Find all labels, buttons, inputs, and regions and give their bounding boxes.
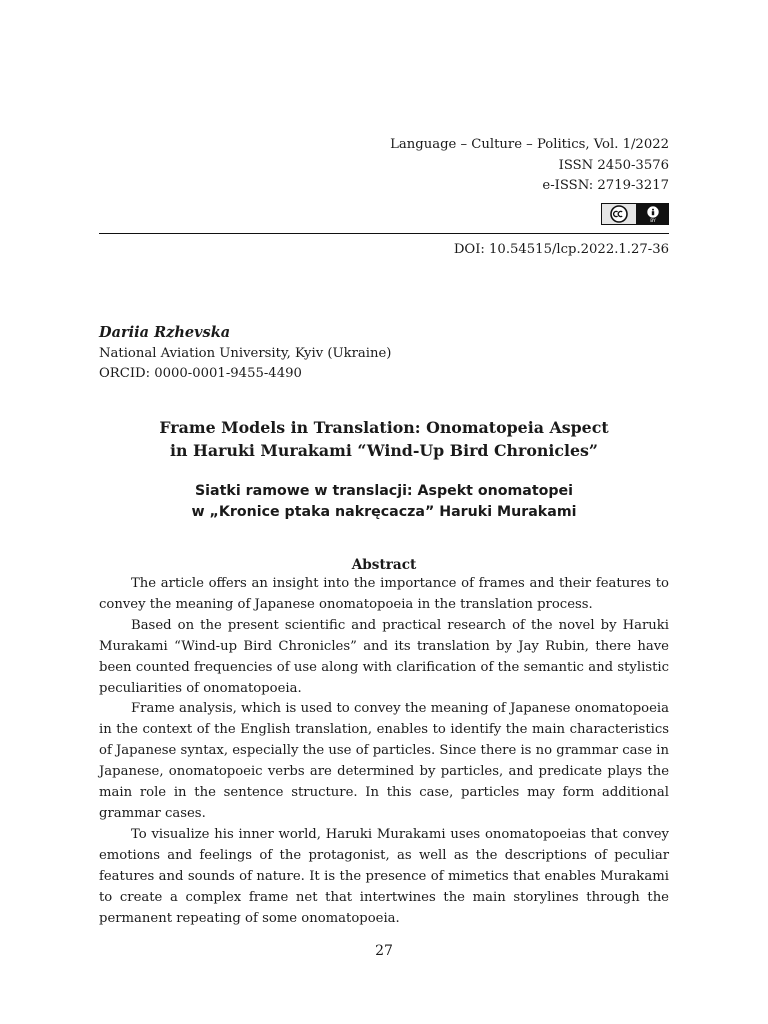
abstract-paragraph: To visualize his inner world, Haruki Murakami uses onomatopoeias that convey emotions and feelings of the protagonist, as well as the descriptions of peculiar features and sounds of nature. It is the presence of mimetics that enables Murakami to create a complex frame net that intertwines the main storylines through the permanent repeating of some onomatopoeia. — [99, 826, 669, 926]
journal-title: Language – Culture – Politics, Vol. 1/2022 — [390, 137, 669, 152]
author-block — [99, 323, 391, 385]
cc-by-license-badge — [601, 203, 669, 225]
header-divider — [99, 233, 669, 234]
author-name: Dariia Rzhevska — [99, 324, 231, 341]
author-affiliation: National Aviation University, Kyiv (Ukraine) — [99, 345, 392, 361]
abstract-paragraph: Frame analysis, which is used to convey the meaning of Japanese onomatopoeia in the context of the English translation, enables to identify the main characteristics of Japanese syntax, especially the use of particles. Since there is no grammar case in Japanese, onomatopoeic verbs are determined by particles, and predicate plays the main role in the sentence structure. In this case, particles may form additional grammar cases. — [99, 701, 669, 821]
issn: ISSN 2450-3576 — [558, 157, 669, 173]
abstract-body — [99, 574, 669, 929]
article-title — [99, 417, 669, 462]
abstract-paragraph: Based on the present scientific and practical research of the novel by Haruki Murakami “Wind-up Bird Chronicles” and its translation by Jay Rubin, there have been counted frequencies of use along with clarification of the semantic and stylistic peculiarities of onomatopoeia. — [99, 617, 669, 696]
eissn: e-ISSN: 2719-3217 — [542, 178, 669, 193]
attribution-icon — [637, 204, 668, 224]
title-line-1: Frame Models in Translation: Onomatopeia Aspect — [159, 418, 609, 437]
cc-icon — [602, 204, 637, 224]
license-label: BY — [649, 219, 656, 223]
page-number: 27 — [375, 943, 393, 959]
abstract-paragraph: The article offers an insight into the importance of frames and their features to convey the meaning of Japanese onomatopoeia in the translation process. — [99, 576, 669, 612]
subtitle-line-1: Siatki ramowe w translacji: Aspekt onomatopei — [194, 483, 574, 499]
journal-header — [390, 135, 669, 197]
author-orcid: ORCID: 0000-0001-9455-4490 — [99, 366, 302, 381]
abstract-heading: Abstract — [351, 557, 417, 573]
title-line-2: in Haruki Murakami “Wind-Up Bird Chronicles” — [170, 440, 598, 460]
subtitle-line-2: w „Kronice ptaka nakręcacza” Haruki Murakami — [191, 504, 577, 520]
article-subtitle-polish — [99, 481, 669, 523]
doi: DOI: 10.54515/lcp.2022.1.27-36 — [453, 242, 669, 257]
